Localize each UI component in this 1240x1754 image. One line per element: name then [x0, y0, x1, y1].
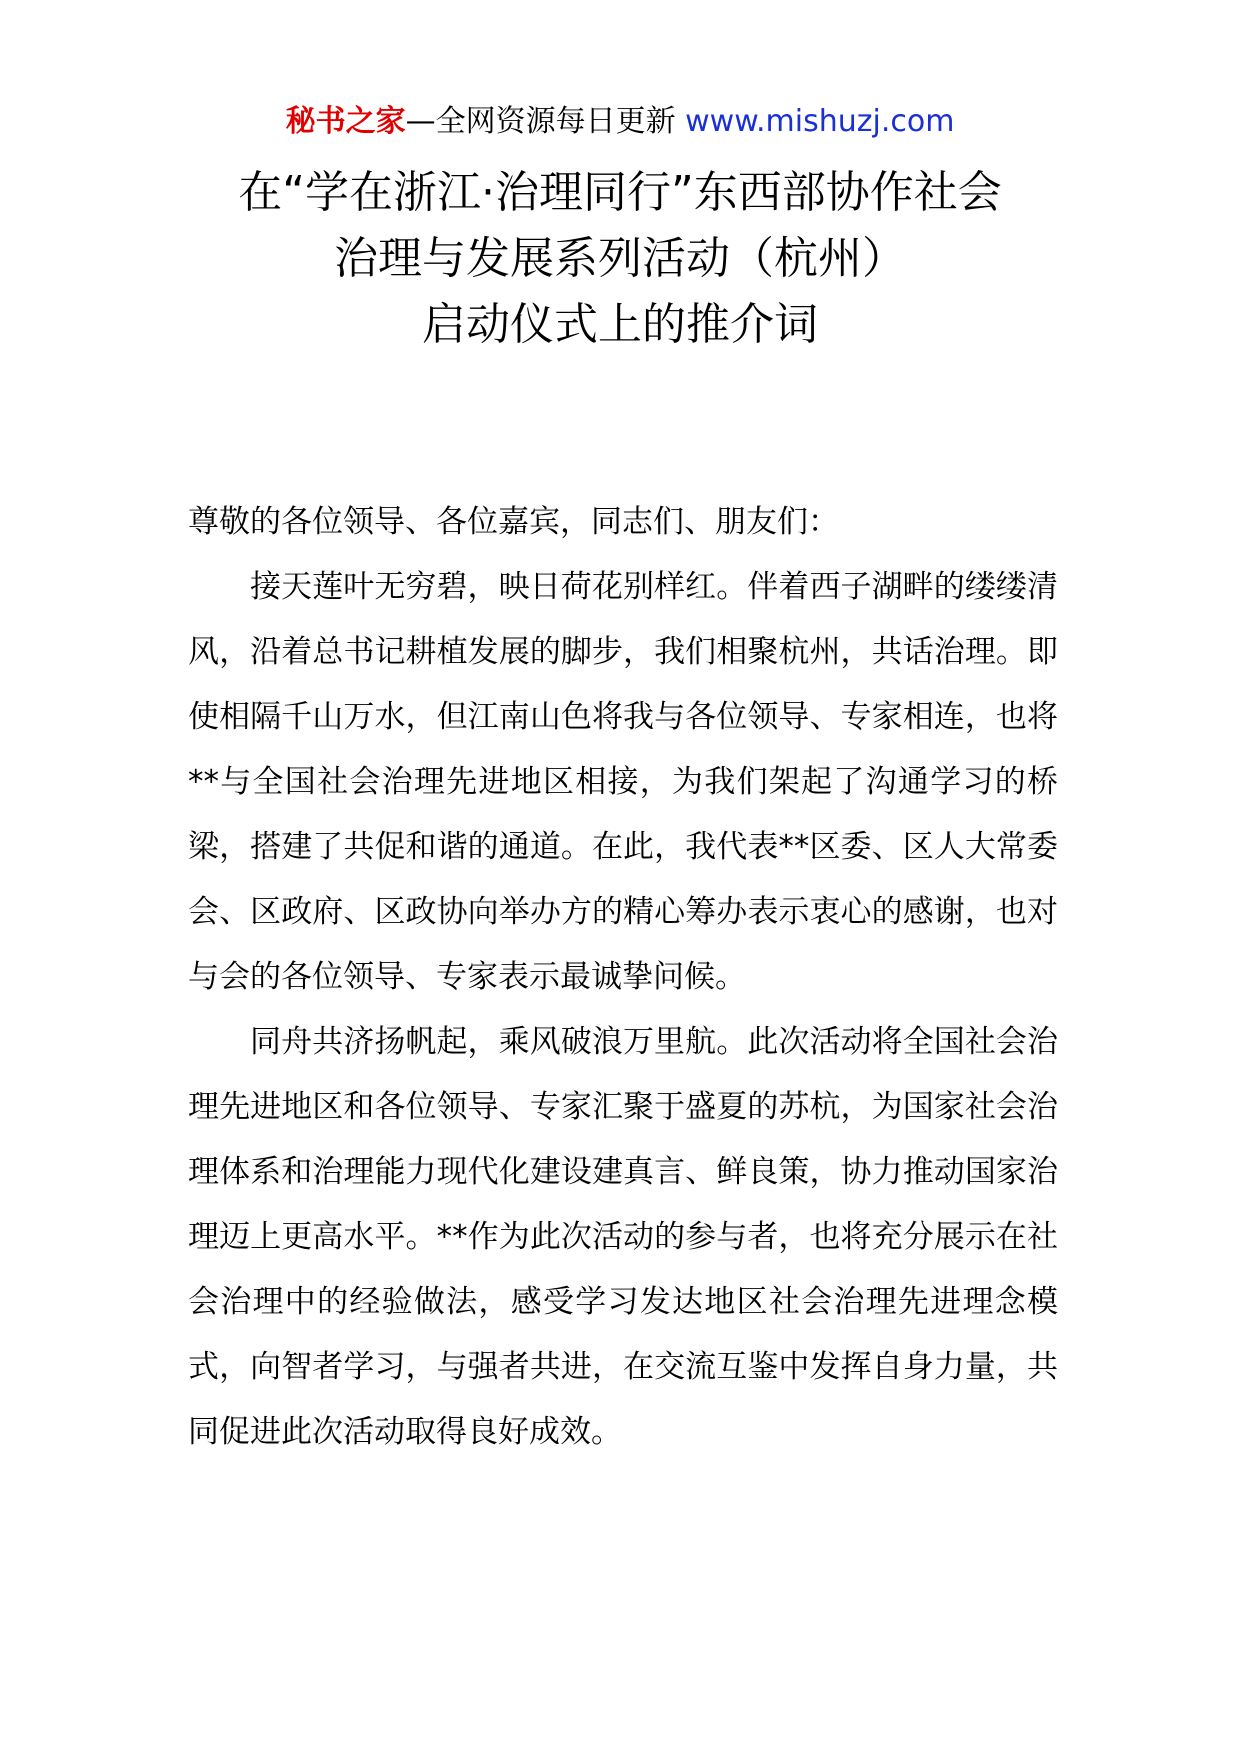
site-header [0, 100, 1240, 144]
title-line-2: 治理与发展系列活动（杭州） [334, 233, 906, 284]
salutation: 尊敬的各位领导、各位嘉宾，同志们、朋友们： [188, 504, 839, 540]
site-tagline: —全网资源每日更新 [405, 104, 686, 139]
body-paragraph-2: 同舟共济扬帆起，乘风破浪万里航。此次活动将全国社会治理先进地区和各位领导、专家汇聚于盛夏的苏杭，为国家社会治理体系和治理能力现代化建设建真言、鲜良策，协力推动国家治理迈上更高水平。**作为此次活动的参与者，也将充分展示在社会治理中的经验做法，感受学习发达地区社会治理先进理念模式，向智者学习，与强者共进，在交流互鉴中发挥自身力量，共同促进此次活动取得良好成效。 [188, 1024, 1058, 1450]
title-line-1: 在“学在浙江·治理同行”东西部协作社会 [238, 167, 1002, 218]
site-brand: 秘书之家 [285, 104, 406, 139]
body-paragraph-1: 接天莲叶无穷碧，映日荷花别样红。伴着西子湖畔的缕缕清风，沿着总书记耕植发展的脚步，我们相聚杭州，共话治理。即使相隔千山万水，但江南山色将我与各位领导、专家相连，也将**与全国社会治理先进地区相接，为我们架起了沟通学习的桥梁，搭建了共促和谐的通道。在此，我代表**区委、区人大常委会、区政府、区政协向举办方的精心筹办表示衷心的感谢，也对与会的各位领导、专家表示最诚挚问候。 [188, 569, 1058, 995]
document-title [60, 160, 1180, 358]
site-url-link[interactable]: www.mishuzj.com [685, 104, 955, 139]
document-body [188, 490, 1058, 1465]
title-line-3: 启动仪式上的推介词 [422, 299, 818, 350]
